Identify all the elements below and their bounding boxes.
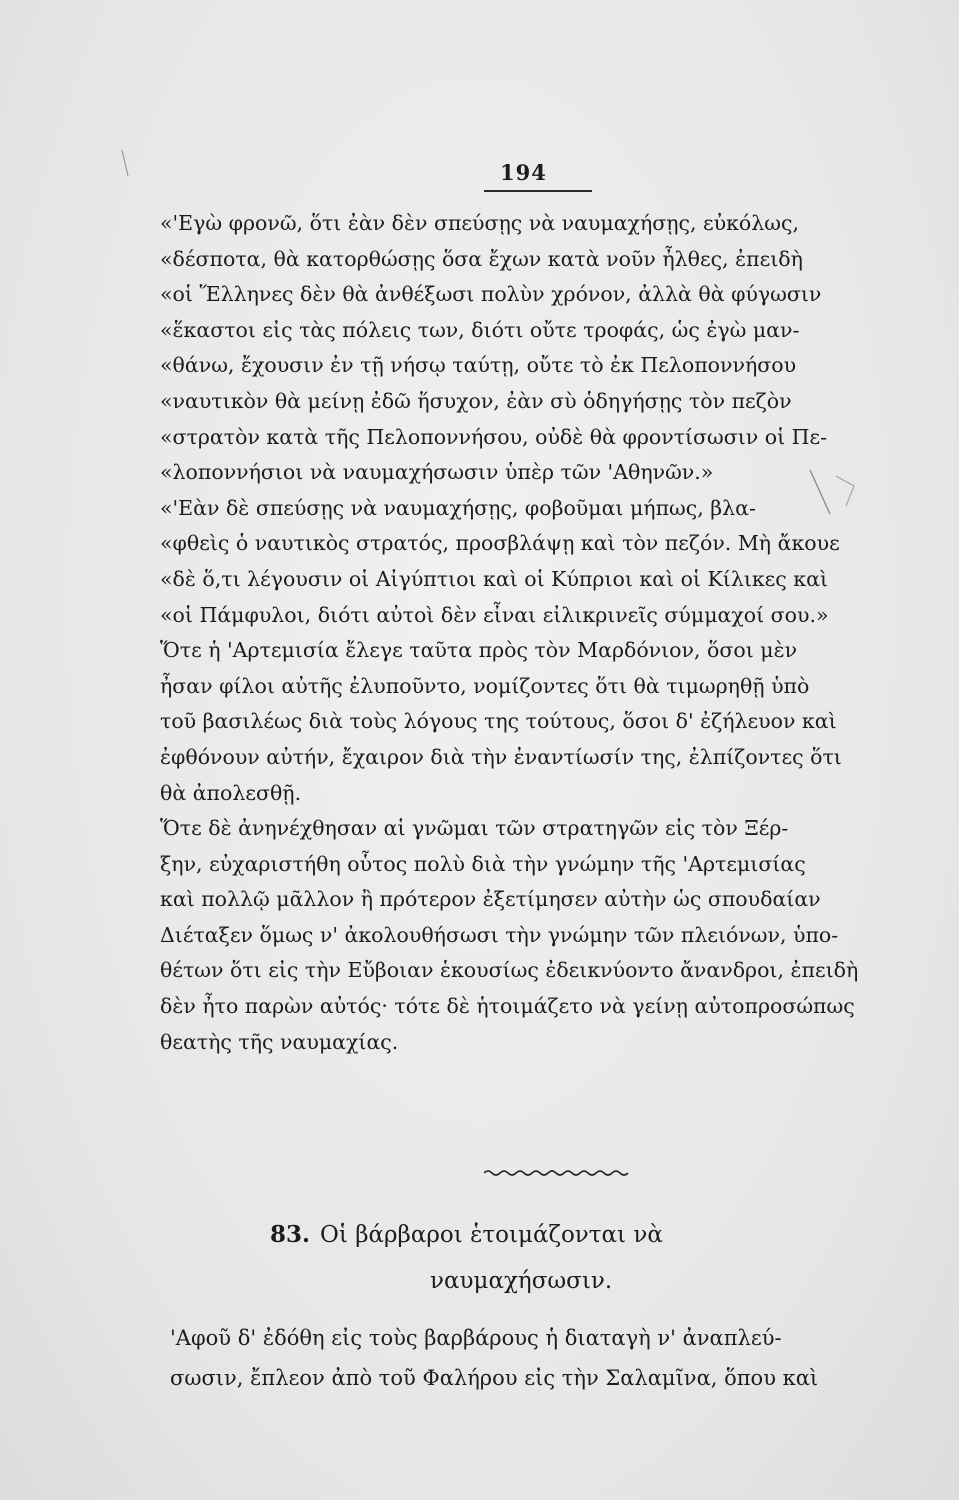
text-line: «ἕκαστοι εἰς τὰς πόλεις των, διότι οὔτε τροφάς, ὡς ἐγὼ μαν- (160, 317, 800, 342)
section-heading-line-1 (270, 1212, 910, 1258)
text-line: τοῦ βασιλέως διὰ τοὺς λόγους της τούτους, ὅσοι δ' ἐζήλευον καὶ (160, 709, 837, 734)
text-line: «θάνω, ἔχουσιν ἐν τῇ νήσῳ ταύτῃ, οὔτε τὸ ἐκ Πελοποννήσου (160, 353, 797, 378)
section-divider (484, 1168, 630, 1178)
page-number-underline (484, 190, 592, 192)
text-line: θὰ ἀπολεσθῇ. (160, 780, 302, 805)
section-body-text (170, 1318, 945, 1398)
text-line: «φθεὶς ὁ ναυτικὸς στρατός, προσβλάψῃ καὶ τὸν πεζόν. Μὴ ἄκουε (160, 531, 840, 556)
text-line: δὲν ἦτο παρὼν αὐτός· τότε δὲ ἡτοιμάζετο νὰ γείνῃ αὐτοπροσώπως (160, 994, 855, 1019)
text-line: «ναυτικὸν θὰ μείνῃ ἐδῶ ἥσυχον, ἐὰν σὺ ὁδηγήσῃς τὸν πεζὸν (160, 388, 792, 413)
text-line: ἐφθόνουν αὐτήν, ἔχαιρον διὰ τὴν ἐναντίωσίν της, ἐλπίζοντες ὅτι (160, 744, 842, 769)
text-line: «οἱ Ἕλληνες δὲν θὰ ἀνθέξωσι πολὺν χρόνον, ἀλλὰ θὰ φύγωσιν (160, 282, 822, 307)
body-text (160, 206, 940, 1060)
text-line: ξην, εὐχαριστήθη οὗτος πολὺ διὰ τὴν γνώμην τῆς 'Αρτεμισίας (160, 851, 806, 876)
section-heading (270, 1212, 910, 1304)
text-line: Ὅτε ἡ 'Αρτεμισία ἔλεγε ταῦτα πρὸς τὸν Μαρδόνιον, ὅσοι μὲν (160, 638, 798, 663)
text-line: «'Εὰν δὲ σπεύσῃς νὰ ναυμαχήσῃς, φοβοῦμαι μήπως, βλα- (160, 495, 756, 520)
text-line: σωσιν, ἔπλεον ἀπὸ τοῦ Φαλήρου εἰς τὴν Σαλαμῖνα, ὅπου καὶ (170, 1366, 819, 1390)
text-line: «'Εγὼ φρονῶ, ὅτι ἐὰν δὲν σπεύσῃς νὰ ναυμαχήσῃς, εὐκόλως, (160, 211, 799, 235)
pencil-mark (802, 466, 862, 526)
section-title-line-1: Οἱ βάρβαροι ἑτοιμάζονται νὰ (320, 1222, 663, 1248)
text-line: «στρατὸν κατὰ τῆς Πελοποννήσου, οὐδὲ θὰ φροντίσωσιν οἱ Πε- (160, 424, 828, 449)
text-line: «λοποννήσιοι νὰ ναυμαχήσωσιν ὑπὲρ τῶν 'Αθηνῶν.» (160, 460, 714, 485)
page-number: 194 (500, 160, 547, 185)
text-line: ἦσαν φίλοι αὐτῆς ἐλυποῦντο, νομίζοντες ὅτι θὰ τιμωρηθῇ ὑπὸ (160, 673, 810, 698)
section-number: 83. (270, 1221, 311, 1248)
text-line: Διέταξεν ὅμως ν' ἀκολουθήσωσι τὴν γνώμην τῶν πλειόνων, ὑπο- (160, 922, 839, 947)
text-line: 'Αφοῦ δ' ἐδόθη εἰς τοὺς βαρβάρους ἡ διαταγὴ ν' ἀναπλεύ- (170, 1326, 782, 1350)
text-line: θέτων ὅτι εἰς τὴν Εὔβοιαν ἑκουσίως ἐδεικνύοντο ἄνανδροι, ἐπειδὴ (160, 958, 859, 983)
section-title-line-2: ναυμαχήσωσιν. (430, 1268, 613, 1294)
text-line: «δὲ ὅ,τι λέγουσιν οἱ Αἰγύπτιοι καὶ οἱ Κύπριοι καὶ οἱ Κίλικες καὶ (160, 566, 828, 591)
text-line: καὶ πολλῷ μᾶλλον ἢ πρότερον ἐξετίμησεν αὐτὴν ὡς σπουδαίαν (160, 887, 821, 912)
text-line: «δέσποτα, θὰ κατορθώσῃς ὅσα ἔχων κατὰ νοῦν ἦλθες, ἐπειδὴ (160, 246, 803, 271)
text-line: θεατὴς τῆς ναυμαχίας. (160, 1029, 399, 1054)
scan-mark-left (118, 148, 132, 178)
text-line: «οἱ Πάμφυλοι, διότι αὐτοὶ δὲν εἶναι εἰλικρινεῖς σύμμαχοί σου.» (160, 602, 829, 627)
text-line: Ὅτε δὲ ἀνηνέχθησαν αἱ γνῶμαι τῶν στρατηγῶν εἰς τὸν Ξέρ- (160, 816, 789, 841)
